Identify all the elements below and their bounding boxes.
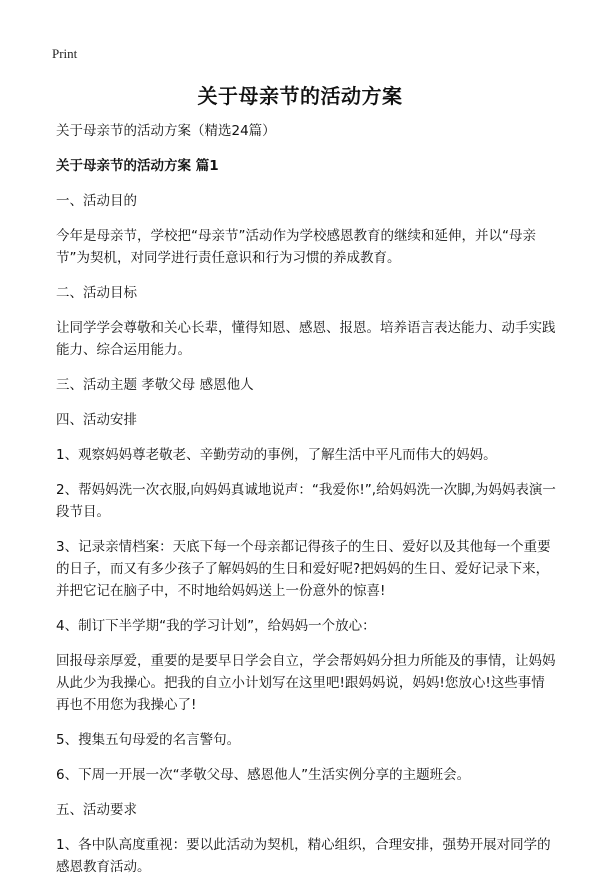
document-body (56, 120, 556, 878)
heading-theme: 三、活动主题 孝敬父母 感恩他人 (56, 377, 254, 393)
heading-requirements: 五、活动要求 (56, 802, 137, 818)
arrangement-item-6: 6、下周一开展一次“孝敬父母、感恩他人”生活实例分享的主题班会。 (56, 767, 471, 783)
arrangement-item-1: 1、观察妈妈尊老敬老、辛勤劳动的事例，了解生活中平凡而伟大的妈妈。 (56, 447, 497, 463)
heading-arrangements: 四、活动安排 (56, 412, 137, 428)
arrangement-item-2: 2、帮妈妈洗一次衣服,向妈妈真诚地说声：“我爱你!”,给妈妈洗一次脚,为妈妈表演一段节目。 (56, 482, 556, 520)
arrangement-item-3: 3、记录亲情档案：天底下每一个母亲都记得孩子的生日、爱好以及其他每一个重要的日子，而又有多少孩子了解妈妈的生日和爱好呢?把妈妈的生日、爱好记录下来，并把它记在脑子中，不时地给妈妈送上一份意外的惊喜! (56, 539, 551, 599)
requirement-item-1: 1、各中队高度重视：要以此活动为契机，精心组织，合理安排，强势开展对同学的感恩教育活动。 (56, 837, 551, 875)
print-link[interactable]: Print (52, 46, 78, 61)
heading-goals: 二、活动目标 (56, 285, 137, 301)
paragraph-goals: 让同学学会尊敬和关心长辈，懂得知恩、感恩、报恩。培养语言表达能力、动手实践能力、综合运用能力。 (56, 320, 556, 358)
document-subtitle: 关于母亲节的活动方案（精选24篇） (56, 123, 276, 139)
heading-purpose: 一、活动目的 (56, 193, 137, 209)
paragraph-self-reliance: 回报母亲厚爱，重要的是要早日学会自立，学会帮妈妈分担力所能及的事情，让妈妈从此少为我操心。把我的自立小计划写在这里吧!跟妈妈说，妈妈!您放心!这些事情再也不用您为我操心了! (56, 653, 556, 713)
arrangement-item-4: 4、制订下半学期“我的学习计划”，给妈妈一个放心： (56, 618, 376, 634)
paragraph-purpose: 今年是母亲节，学校把“母亲节”活动作为学校感恩教育的继续和延伸，并以“母亲节”为契机，对同学进行责任意识和行为习惯的养成教育。 (56, 228, 536, 266)
page-title: 关于母亲节的活动方案 (197, 84, 403, 108)
section-heading: 关于母亲节的活动方案 篇1 (56, 158, 219, 174)
arrangement-item-5: 5、搜集五句母爱的名言警句。 (56, 732, 241, 748)
